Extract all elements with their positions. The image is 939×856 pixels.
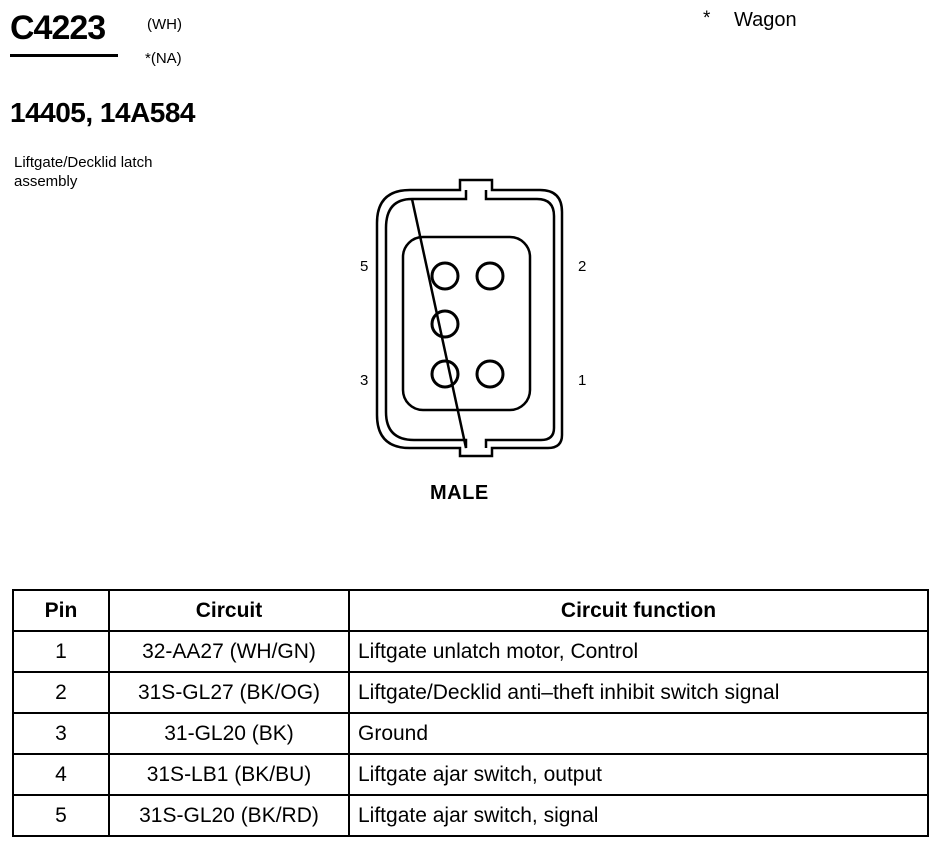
- connector-id: C4223: [10, 9, 106, 47]
- cell-circuit: 31S-GL27 (BK/OG): [109, 672, 349, 713]
- cell-circuit: 32-AA27 (WH/GN): [109, 631, 349, 672]
- table-row: [13, 631, 928, 672]
- cell-pin: 1: [13, 631, 109, 672]
- cell-circuit: 31-GL20 (BK): [109, 713, 349, 754]
- part-numbers: 14405, 14A584: [10, 97, 196, 128]
- header-function: Circuit function: [349, 590, 928, 631]
- footnote-marker: *: [703, 8, 711, 29]
- connector-color-alt: *(NA): [145, 50, 182, 67]
- cell-pin: 3: [13, 713, 109, 754]
- connector-color: (WH): [147, 16, 182, 33]
- pin-label-1: 1: [578, 372, 587, 389]
- component-name: Liftgate/Decklid latch assembly: [14, 154, 153, 190]
- pin-4: [432, 311, 458, 337]
- table-header-row: [13, 590, 928, 631]
- cell-function: Liftgate unlatch motor, Control: [349, 631, 928, 672]
- pin-cavity: [403, 237, 530, 410]
- cell-function: Liftgate ajar switch, signal: [349, 795, 928, 836]
- cell-circuit: 31S-GL20 (BK/RD): [109, 795, 349, 836]
- pin-label-5: 5: [360, 258, 369, 275]
- table-row: [13, 713, 928, 754]
- connector-housing-outer: [377, 180, 562, 456]
- cell-pin: 2: [13, 672, 109, 713]
- cell-pin: 5: [13, 795, 109, 836]
- cell-function: Liftgate ajar switch, output: [349, 754, 928, 795]
- pinout-table: [12, 589, 929, 837]
- cell-pin: 4: [13, 754, 109, 795]
- pin-2: [477, 263, 503, 289]
- table-row: [13, 672, 928, 713]
- cell-function: Ground: [349, 713, 928, 754]
- pin-3: [432, 361, 458, 387]
- cell-circuit: 31S-LB1 (BK/BU): [109, 754, 349, 795]
- pin-label-3: 3: [360, 372, 369, 389]
- header-circuit: Circuit: [109, 590, 349, 631]
- pin-label-2: 2: [578, 258, 587, 275]
- table-row: [13, 754, 928, 795]
- footnote-text: Wagon: [734, 9, 797, 31]
- header-pin: Pin: [13, 590, 109, 631]
- gender-label: MALE: [430, 482, 489, 504]
- cell-function: Liftgate/Decklid anti–theft inhibit switch signal: [349, 672, 928, 713]
- pin-1: [477, 361, 503, 387]
- pin-5: [432, 263, 458, 289]
- table-row: [13, 795, 928, 836]
